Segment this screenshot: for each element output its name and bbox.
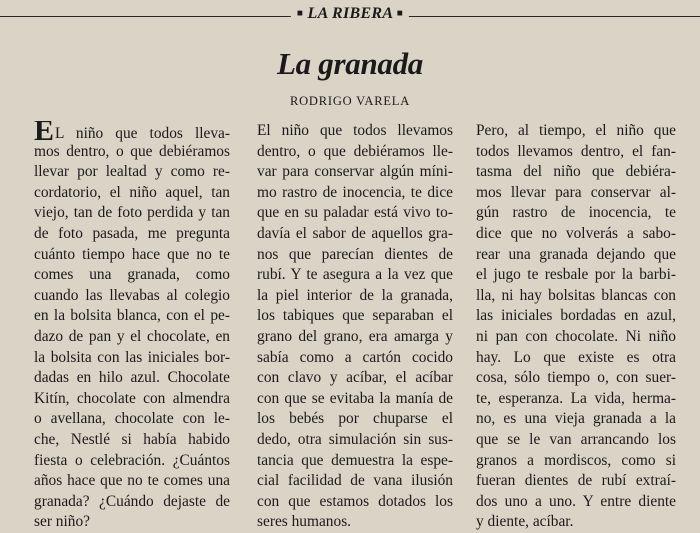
- text-line: en la bolsita blanca, con el pe-: [34, 307, 230, 325]
- text-line: dedo, otra simulación sin sus-: [257, 430, 453, 448]
- text-line: ser niño?: [34, 513, 90, 531]
- text-line: grano del grano, era amarga y: [257, 327, 453, 345]
- text-line: davía el sabor de aquellos gra-: [257, 224, 453, 242]
- headline: La granada: [277, 46, 423, 81]
- text-line: seres humanos.: [257, 513, 352, 531]
- drop-cap: E: [34, 121, 55, 142]
- text-line: con clavo y acíbar, el acíbar: [257, 369, 453, 387]
- text-line: granos a mordiscos, como si: [476, 451, 676, 469]
- text-line: cuánto tiempo hace que no te: [34, 245, 230, 263]
- text-line: de foto pasada, me pregunta: [34, 224, 230, 242]
- text-line: la piel interior de la granada,: [257, 286, 453, 304]
- text-line: con que se evitaba la manía de: [257, 389, 453, 407]
- column-1: [34, 121, 230, 533]
- text-line: dos uno a uno. Y entre diente: [476, 492, 676, 510]
- text-line: las iniciales bordadas en azul,: [476, 307, 676, 325]
- text-line: granada? ¿Cuándo dejaste de: [34, 492, 230, 510]
- column-3: [476, 121, 676, 533]
- text-line: sabía como a cartón cocido: [257, 348, 453, 366]
- section-label: [291, 5, 409, 23]
- section-name: LA RIBERA: [307, 5, 393, 22]
- text-line: todos llevamos dentro, el fan-: [476, 142, 676, 160]
- column-2: [257, 121, 453, 533]
- text-line: el jugo te resbale por la barbi-: [476, 266, 676, 284]
- text-line: comes una granada, como: [34, 266, 230, 284]
- text-line: mos llevar para conservar al-: [476, 183, 676, 201]
- bullet-square-icon: ■: [396, 8, 404, 19]
- text-line: dadas en hilo azul. Chocolate: [34, 369, 230, 387]
- bullet-square-icon: ■: [296, 8, 304, 19]
- text-line: Pero, al tiempo, el niño que: [476, 122, 676, 139]
- text-line: cial facilidad de vana ilusión: [257, 472, 453, 490]
- text-line: llevar por lealtad y como re-: [34, 163, 230, 181]
- byline: RODRIGO VARELA: [289, 94, 411, 108]
- text-line: fueran dientes de rubí extraí-: [476, 472, 676, 490]
- text-line: años hace que no te comes una: [34, 472, 230, 490]
- text-line: rubí. Y te asegura a la vez que: [257, 266, 453, 284]
- text-line: ni pan con chocolate. Ni niño: [476, 327, 676, 345]
- text-line: tasma del niño que debiéra-: [476, 163, 676, 181]
- text-line: rear una granada dejando que: [476, 245, 676, 263]
- text-line: mo rastro de inocencia, te dice: [257, 183, 453, 201]
- text-line: var para conservar algún míni-: [257, 163, 453, 181]
- text-line: cosa, sólo tiempo o, con suer-: [476, 369, 676, 387]
- text-line: cordatorio, el niño aquel, tan: [34, 183, 230, 201]
- text-line: El niño que todos llevamos: [257, 122, 453, 139]
- text-line: dice que no volverás a sabo-: [476, 224, 676, 242]
- text-line: fiesta o celebración. ¿Cuántos: [34, 451, 230, 469]
- text-line: mos dentro, o que debiéramos: [34, 142, 230, 160]
- text-line: no, es una vieja granada a la: [476, 410, 676, 428]
- text-line: la bolsita con las iniciales bor-: [34, 348, 230, 366]
- text-line: gún rastro de inocencia, te: [476, 204, 676, 222]
- text-line: te, esperanza. La vida, herma-: [476, 389, 676, 407]
- text-line: che, Nestlé si había habido: [34, 430, 230, 448]
- text-line: los bebés por chuparse el: [257, 410, 453, 428]
- text-line: o avellana, chocolate con le-: [34, 410, 230, 428]
- text-line: Kitín, chocolate con almendra: [34, 389, 230, 407]
- text-line: lla, ni hay bolsitas blancas con: [476, 286, 676, 304]
- text-line: los tabiques que separaban el: [257, 307, 453, 325]
- text-line: tancia que demuestra la espe-: [257, 451, 453, 469]
- text-line: que se le van arrancando los: [476, 430, 676, 448]
- text-line: con que estamos dotados los: [257, 492, 453, 510]
- text-line: cuando las llevabas al colegio: [34, 286, 230, 304]
- text-line: dentro, o que debiéramos lle-: [257, 142, 453, 160]
- text-line: dazo de pan y el chocolate, en: [34, 327, 230, 345]
- text-line-body: L niño que todos lleva-: [55, 125, 230, 142]
- text-line: [34, 121, 230, 142]
- text-line: hay. Lo que existe es otra: [476, 348, 676, 366]
- text-line: que en su paladar está vivo to-: [257, 204, 453, 222]
- text-line: nos que parecían dientes de: [257, 245, 453, 263]
- text-line: viejo, tan de foto perdida y tan: [34, 204, 230, 222]
- text-line: y diente, acíbar.: [476, 513, 574, 531]
